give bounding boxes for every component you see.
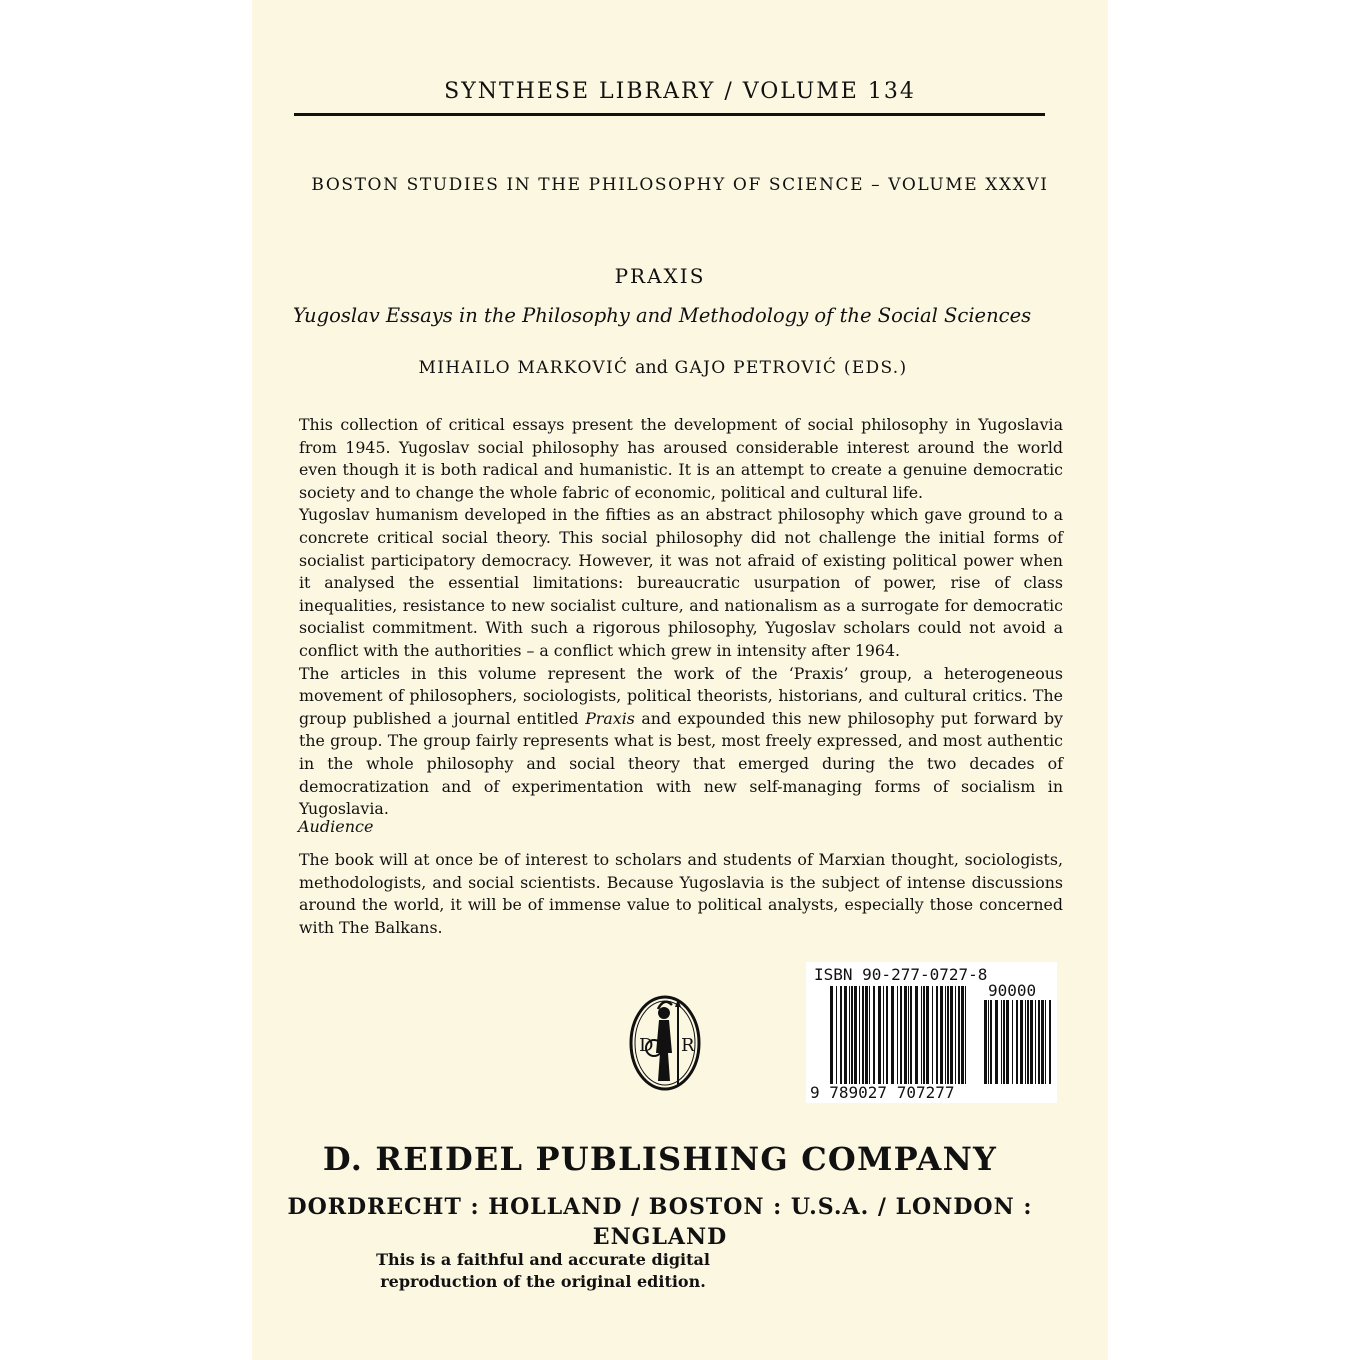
isbn-barcode (806, 962, 1057, 1103)
description-paragraph-3 (299, 663, 1063, 821)
description (299, 414, 1063, 821)
audience-paragraph: The book will at once be of interest to scholars and students of Marxian thought, sociologists, methodologists, and social scientists. Because Yugoslavia is the subject of intense discussions around the world, it will be of immense value to political analysts, especially those concerned with The Balkans. (299, 850, 1063, 937)
publisher-name: D. REIDEL PUBLISHING COMPANY (322, 1140, 998, 1178)
logo-letter-left: D (639, 1035, 654, 1056)
description-paragraph-2: Yugoslav humanism developed in the fifties as an abstract philosophy which gave ground to a concrete critical social theory. This social philosophy did not challenge the initial forms of socialist participatory democracy. However, it was not afraid of existing political power when it analysed the essential limitations: bureaucratic usurpation of power, rise of class inequalities, resistance to new socialist culture, and nationalism as a surrogate for democratic socialist commitment. With such a rigorous philosophy, Yugoslav scholars could not avoid a conflict with the authorities – a conflict which grew in intensity after 1964. (299, 505, 1063, 660)
editor-second: GAJO PETROVIĆ (EDS.) (674, 358, 908, 378)
description-paragraph-1: This collection of critical essays present the development of social philosophy in Yugoslavia from 1945. Yugoslav social philosophy has aroused considerable interest around the world even though it is both radical and humanistic. It is an attempt to create a genuine democratic society and to change the whole fabric of economic, political and cultural life. (299, 415, 1063, 502)
reproduction-note (368, 1249, 718, 1293)
series-title: SYNTHESE LIBRARY / VOLUME 134 (444, 79, 916, 104)
back-cover (252, 0, 1108, 1360)
journal-title: Praxis (585, 708, 635, 728)
logo-letter-right: R (681, 1035, 695, 1056)
description-p3-before: The articles in this volume represent the work of the ‘Praxis’ group, a heterogeneous movement of philosophers, sociologists, political theorists, historians, and cultural critics. The group published a journal entitled (299, 663, 1063, 728)
publisher-locations: DORDRECHT : HOLLAND / BOSTON : U.S.A. / LONDON : ENGLAND (287, 1194, 1033, 1250)
athena-warrior-icon (628, 993, 702, 1093)
book-title: PRAXIS (614, 264, 706, 288)
editors (252, 356, 1074, 380)
reproduction-note-line-1: This is a faithful and accurate digital (376, 1250, 710, 1269)
editor-first: MIHAILO MARKOVIĆ (418, 358, 629, 378)
description-p3-after: and expounded this new philosophy put forward by the group. The group fairly represents what is best, most freely expressed, and most authentic in the whole philosophy and social theory that emerged during the two decades of democratization and of experimentation with new self-managing forms of socialism in Yugoslavia. (299, 708, 1063, 819)
reproduction-note-line-2: reproduction of the original edition. (380, 1272, 706, 1291)
audience-heading: Audience (298, 817, 374, 836)
ean-text: 9 789027 707277 (810, 1083, 955, 1102)
book-subtitle: Yugoslav Essays in the Philosophy and Methodology of the Social Sciences (292, 304, 1032, 327)
editor-conjunction: and (635, 358, 668, 378)
barcode-addon-text: 90000 (988, 981, 1037, 1000)
isbn-text: ISBN 90-277-0727-8 (814, 965, 988, 984)
subseries-title: BOSTON STUDIES IN THE PHILOSOPHY OF SCIENCE – VOLUME XXXVI (311, 175, 1049, 195)
header-rule (294, 113, 1045, 116)
audience-text (299, 849, 1063, 939)
